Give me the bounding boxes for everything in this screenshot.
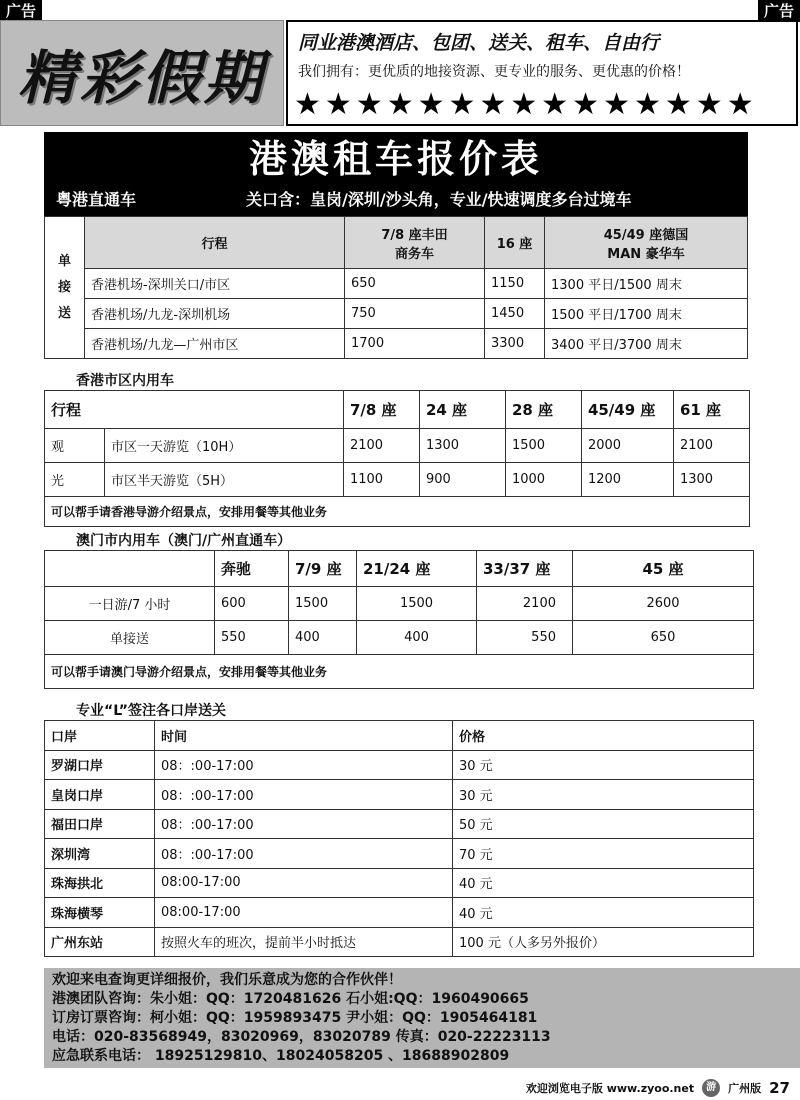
price-cell: 1200	[581, 463, 673, 497]
col-header: 28 座	[505, 391, 581, 429]
table-row	[45, 839, 754, 869]
table-row	[45, 463, 750, 497]
logo-text: 精彩假期	[17, 44, 266, 112]
price-cell: 1500	[289, 587, 357, 621]
table-row	[45, 299, 748, 329]
note-text: 可以帮手请香港导游介绍景点，安排用餐等其他业务	[45, 497, 750, 527]
time-cell: 08:00-17:00	[155, 898, 453, 928]
star-row	[294, 87, 754, 122]
hk-city-price-table	[44, 390, 750, 527]
col-header: 61 座	[673, 391, 749, 429]
star-icon: ★	[603, 87, 630, 122]
slogan-line-1: 同业港澳酒店、包团、送关、租车、自由行	[298, 32, 660, 54]
subtitle-row	[44, 186, 748, 216]
star-icon: ★	[324, 87, 352, 122]
col-header: 45/49 座	[581, 391, 673, 429]
table-row	[45, 429, 750, 463]
price-cell: 1500	[357, 587, 477, 621]
subtitle-right: 关口含：皇岗/深圳/沙头角，专业/快速调度多台过境车	[246, 190, 632, 209]
edition-label: 广州版	[728, 1082, 762, 1095]
price-cell: 400	[357, 621, 477, 655]
route-cell: 单接送	[45, 621, 215, 655]
col-header: 24 座	[419, 391, 505, 429]
col-header: 33/37 座	[477, 551, 573, 587]
port-cell: 皇岗口岸	[45, 780, 155, 810]
star-icon: ★	[355, 87, 383, 122]
star-icon: ★	[479, 87, 507, 122]
star-icon: ★	[726, 87, 754, 122]
price-cell: 1000	[505, 463, 581, 497]
route-cell: 香港机场-深圳关口/市区	[85, 269, 345, 299]
ad-label-left: 广告	[0, 0, 42, 22]
price-cell: 900	[419, 463, 505, 497]
route-cell: 香港机场/九龙—广州市区	[85, 329, 345, 359]
note-row	[45, 655, 754, 689]
table-row	[45, 927, 754, 957]
price-cell: 100 元（人多另外报价）	[453, 927, 754, 957]
time-cell: 08：:00-17:00	[155, 839, 453, 869]
footer	[0, 1076, 800, 1100]
col-header: 7/9 座	[289, 551, 357, 587]
route-cell: 香港机场/九龙-深圳机场	[85, 299, 345, 329]
price-cell: 1300	[673, 463, 749, 497]
price-cell: 2000	[581, 429, 673, 463]
price-cell: 3400 平日/3700 周末	[545, 329, 748, 359]
col-header: 7/8 座	[343, 391, 419, 429]
price-cell: 650	[573, 621, 754, 655]
time-cell: 08:00-17:00	[155, 868, 453, 898]
table-header-row	[45, 391, 750, 429]
price-cell: 400	[289, 621, 357, 655]
table-row	[45, 898, 754, 928]
logo	[0, 20, 284, 126]
star-icon: ★	[633, 87, 661, 122]
price-cell: 1100	[343, 463, 419, 497]
port-cell: 广州东站	[45, 927, 155, 957]
col-header-toyota: 7/8 座丰田 商务车	[345, 217, 485, 269]
route-cell: 市区半天游览（5H）	[105, 463, 344, 497]
star-icon: ★	[664, 87, 692, 122]
contact-box	[44, 968, 800, 1068]
section-title-border: 专业“L”签注各口岸送关	[76, 703, 226, 719]
contact-line: 港澳团队咨询：朱小姐：QQ：1720481626 石小姐:QQ：1960490665	[52, 991, 529, 1007]
contact-line: 订房订票咨询：柯小姐：QQ：1959893475 尹小姐：QQ：1905464181	[52, 1010, 538, 1026]
col-header: 价格	[453, 721, 754, 751]
route-cell: 市区一天游览（10H）	[105, 429, 344, 463]
price-cell: 650	[345, 269, 485, 299]
slogan-box	[286, 20, 798, 126]
footer-text: 欢迎浏览电子版 www.zyoo.net	[525, 1082, 695, 1095]
time-cell: 按照火车的班次，提前半小时抵达	[155, 927, 453, 957]
price-cell: 2100	[673, 429, 749, 463]
macau-price-table	[44, 550, 754, 689]
table-row	[45, 780, 754, 810]
contact-line: 电话：020-83568949，83020969，83020789 传真：020-22223113	[52, 1029, 551, 1045]
price-cell: 550	[477, 621, 573, 655]
route-cell: 一日游/7 小时	[45, 587, 215, 621]
col-header-16: 16 座	[485, 217, 545, 269]
table-row	[45, 621, 754, 655]
price-cell: 600	[215, 587, 289, 621]
col-header-route: 行程	[85, 217, 345, 269]
port-cell: 福田口岸	[45, 809, 155, 839]
star-icon: ★	[294, 87, 321, 122]
table-row	[45, 868, 754, 898]
page-title: 港澳租车报价表	[248, 137, 543, 181]
price-cell: 1300 平日/1500 周末	[545, 269, 748, 299]
title-bar	[44, 132, 748, 216]
price-cell: 2100	[477, 587, 573, 621]
price-cell: 70 元	[453, 839, 754, 869]
col-header: 行程	[45, 391, 344, 429]
contact-line: 欢迎来电查询更详细报价，我们乐意成为您的合作伙伴！	[52, 972, 402, 988]
star-icon: ★	[448, 87, 476, 122]
price-cell: 1450	[485, 299, 545, 329]
port-cell: 深圳湾	[45, 839, 155, 869]
subtitle-left: 粤港直通车	[56, 190, 137, 209]
logo-badge-icon: 游	[702, 1079, 720, 1097]
time-cell: 08：:00-17:00	[155, 750, 453, 780]
side-label: 观	[45, 429, 105, 463]
col-header: 时间	[155, 721, 453, 751]
price-cell: 1500	[505, 429, 581, 463]
star-icon: ★	[541, 87, 569, 122]
col-header: 口岸	[45, 721, 155, 751]
side-label-transfer: 单 接 送	[45, 217, 85, 359]
price-cell: 30 元	[453, 750, 754, 780]
contact-line: 应急联系电话： 18925129810、18024058205 、18688902809	[52, 1048, 510, 1064]
note-row	[45, 497, 750, 527]
table-row	[45, 329, 748, 359]
border-transfer-table	[44, 720, 754, 957]
port-cell: 珠海拱北	[45, 868, 155, 898]
star-icon: ★	[572, 87, 600, 122]
col-header: 21/24 座	[357, 551, 477, 587]
price-cell: 2100	[343, 429, 419, 463]
note-text: 可以帮手请澳门导游介绍景点，安排用餐等其他业务	[45, 655, 754, 689]
side-label: 光	[45, 463, 105, 497]
port-cell: 罗湖口岸	[45, 750, 155, 780]
table-row	[45, 269, 748, 299]
price-cell: 30 元	[453, 780, 754, 810]
time-cell: 08：:00-17:00	[155, 809, 453, 839]
table-row	[45, 809, 754, 839]
price-cell: 50 元	[453, 809, 754, 839]
table-row	[45, 750, 754, 780]
price-cell: 3300	[485, 329, 545, 359]
col-header: 45 座	[573, 551, 754, 587]
cross-border-price-table	[44, 216, 748, 359]
price-cell: 550	[215, 621, 289, 655]
page-number: 27	[769, 1079, 790, 1097]
price-cell: 1150	[485, 269, 545, 299]
price-cell: 1700	[345, 329, 485, 359]
price-cell: 1300	[419, 429, 505, 463]
col-header	[45, 551, 215, 587]
table-header-row	[45, 721, 754, 751]
table-row	[45, 587, 754, 621]
star-icon: ★	[695, 87, 723, 122]
port-cell: 珠海横琴	[45, 898, 155, 928]
col-header-man: 45/49 座德国 MAN 豪华车	[545, 217, 748, 269]
price-cell: 40 元	[453, 868, 754, 898]
slogan-line-2: 我们拥有：更优质的地接资源、更专业的服务、更优惠的价格！	[298, 64, 690, 80]
price-cell: 40 元	[453, 898, 754, 928]
section-title-macau: 澳门市内用车（澳门/广州直通车）	[76, 533, 292, 549]
table-header-row	[45, 217, 748, 269]
section-title-hk: 香港市区内用车	[76, 373, 174, 389]
ad-label-right: 广告	[758, 0, 800, 22]
price-cell: 1500 平日/1700 周末	[545, 299, 748, 329]
price-cell: 2600	[573, 587, 754, 621]
star-icon: ★	[510, 87, 538, 122]
time-cell: 08：:00-17:00	[155, 780, 453, 810]
star-icon: ★	[417, 87, 445, 122]
price-cell: 750	[345, 299, 485, 329]
star-icon: ★	[386, 87, 414, 122]
table-header-row	[45, 551, 754, 587]
col-header: 奔驰	[215, 551, 289, 587]
